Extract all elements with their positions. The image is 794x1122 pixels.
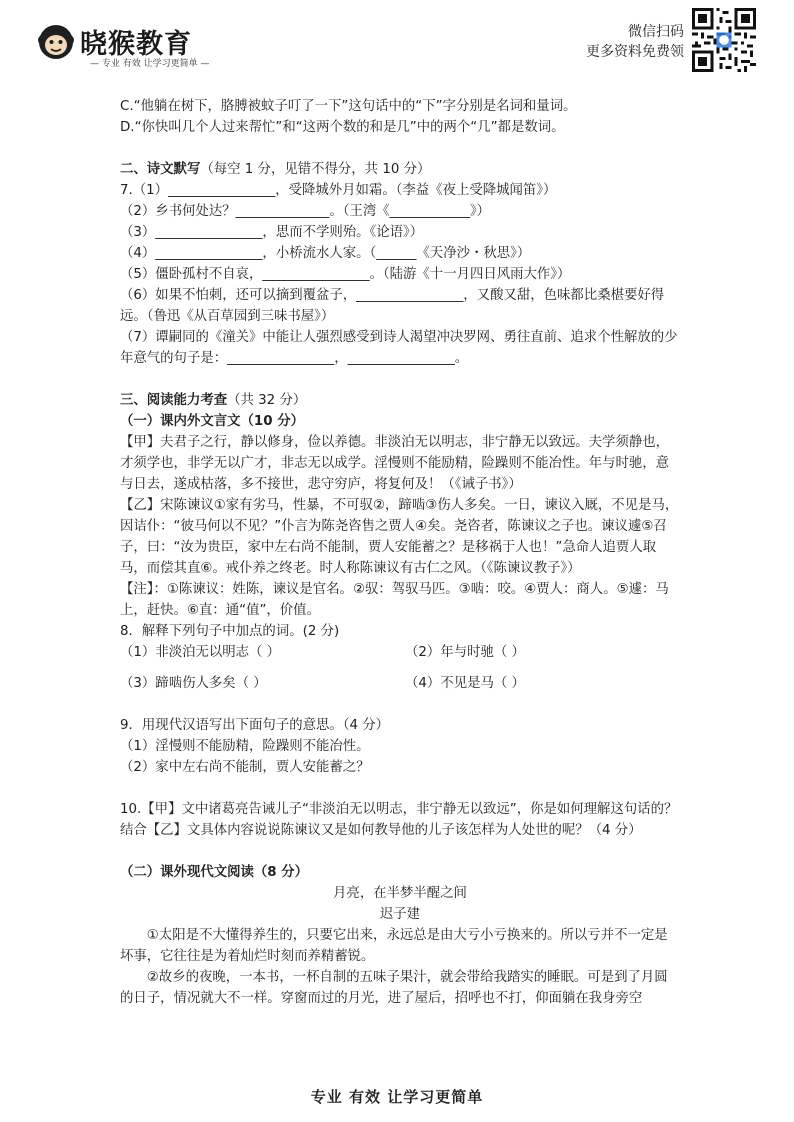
- section-3-2-heading: （二）课外现代文阅读（8 分）: [120, 865, 309, 880]
- article-paragraph-2: ②故乡的夜晚，一本书，一杯自制的五味子果汁，就会带给我踏实的睡眠。可是到了月圆的日子，情况就大不一样。穿窗而过的月光，进了屋后，招呼也不打，仰面躺在我身旁空: [120, 970, 668, 1006]
- section-3-heading: 三、阅读能力考查（共 32 分）: [120, 393, 307, 408]
- q7-item-4: （4）________________，小桥流水人家。（______《天净沙・秋思》）: [120, 246, 531, 261]
- section-2-heading: 二、诗文默写（每空 1 分，见错不得分，共 10 分）: [120, 162, 431, 177]
- brand-name: 晓猴教育: [80, 29, 192, 60]
- q8-item-4: （4）不见是马（ ）: [405, 676, 525, 691]
- monkey-logo-icon: [36, 22, 76, 62]
- section-3-1-heading: （一）课内外文言文（10 分）: [120, 414, 304, 429]
- brand-logo: [36, 18, 236, 68]
- scan-prompt: [586, 22, 684, 62]
- q7-item-1: 7.（1）________________，受降城外月如霜。（李益《夜上受降城闻笛》）: [120, 183, 557, 198]
- article-title: 月亮，在半梦半醒之间: [333, 886, 467, 901]
- q9-prompt: 9．用现代汉语写出下面句子的意思。（4 分）: [120, 718, 390, 733]
- q8-row-1: [120, 642, 680, 663]
- page-header: [0, 0, 794, 80]
- q8-item-2: （2）年与时驰（ ）: [405, 645, 525, 660]
- q8-row-2: [120, 673, 680, 694]
- option-c: C.“他躺在树下，胳膊被蚊子叮了一下”这句话中的“下”字分别是名词和量词。: [120, 99, 577, 114]
- q7-item-5: （5）僵卧孤村不自哀，________________。（陆游《十一月四日风雨大作》）: [120, 267, 571, 282]
- q7-item-3: （3）________________，思而不学则殆。《论语》）: [120, 225, 424, 240]
- scan-line-2: 更多资料免费领: [586, 44, 684, 60]
- q9-item-2: （2）家中左右尚不能制，贾人安能蓄之？: [120, 760, 370, 775]
- q10-prompt: 10.【甲】文中诸葛亮告诫儿子“非淡泊无以明志，非宁静无以致远”，你是如何理解这句话的？结合【乙】文具体内容说说陈谏议又是如何教导他的儿子该怎样为人处世的呢？（4 分）: [120, 802, 678, 838]
- passage-yi: 【乙】宋陈谏议①家有劣马，性暴，不可驭②，蹄啮③伤人多矣。一日，谏议入厩，不见是马，因诘仆：“彼马何以不见？”仆言为陈尧咨售之贾人④矣。尧咨者，陈谏议之子也。谏议遽⑤召子，曰：“汝为贵臣，家中左右尚不能制，贾人安能蓄之？是移祸于人也！”急命人追贾人取马，而偿其直⑥。戒仆养之终老。时人称陈谏议有古仁之风。（《陈谏议教子》）: [120, 498, 679, 576]
- passage-jia: 【甲】夫君子之行，静以修身，俭以养德。非淡泊无以明志，非宁静无以致远。夫学须静也，才须学也，非学无以广才，非志无以成学。淫慢则不能励精，险躁则不能冶性。年与时驰，意与日去，遂成枯落，多不接世，悲守穷庐，将复何及！（《诫子书》）: [120, 435, 670, 492]
- scan-line-1: 微信扫码: [628, 24, 684, 40]
- q7-item-6: （6）如果不怕刺，还可以摘到覆盆子，________________，又酸又甜，色味都比桑椹要好得远。（鲁迅《从百草园到三味书屋》）: [120, 288, 665, 324]
- page-footer: 专业 有效 让学习更简单: [310, 1088, 484, 1106]
- q8-item-1: （1）非淡泊无以明志（ ）: [120, 645, 281, 660]
- article-paragraph-1: ①太阳是不大懂得养生的，只要它出来，永远总是由大亏小亏换来的。所以亏并不一定是坏事，它往往是为着灿烂时刻而养精蓄锐。: [120, 928, 668, 964]
- passage-notes: 【注】：①陈谏议：姓陈，谏议是官名。②驭：驾驭马匹。③啮：咬。④贾人：商人。⑤遽：马上，赶快。⑥直：通“值”，价值。: [120, 582, 669, 618]
- q9-item-1: （1）淫慢则不能励精，险躁则不能冶性。: [120, 739, 370, 754]
- article-author: 迟子建: [379, 907, 421, 922]
- option-d: D.“你快叫几个人过来帮忙”和“这两个数的和是几”中的两个“几”都是数词。: [120, 120, 565, 135]
- qr-code-icon[interactable]: [692, 8, 756, 72]
- q8-item-3: （3）蹄啮伤人多矣（ ）: [120, 676, 267, 691]
- q7-item-7: （7）谭嗣同的《潼关》中能让人强烈感受到诗人渴望冲决罗网、勇往直前、追求个性解放的少年意气的句子是：________________，________________。: [120, 330, 678, 366]
- q8-prompt: 8．解释下列句子中加点的词。(2 分): [120, 624, 340, 639]
- q7-item-2: （2）乡书何处达？______________。（王湾《____________》）: [120, 204, 491, 219]
- brand-slogan: — 专业 有效 让学习更简单 —: [90, 59, 210, 69]
- document-body: [120, 96, 680, 1009]
